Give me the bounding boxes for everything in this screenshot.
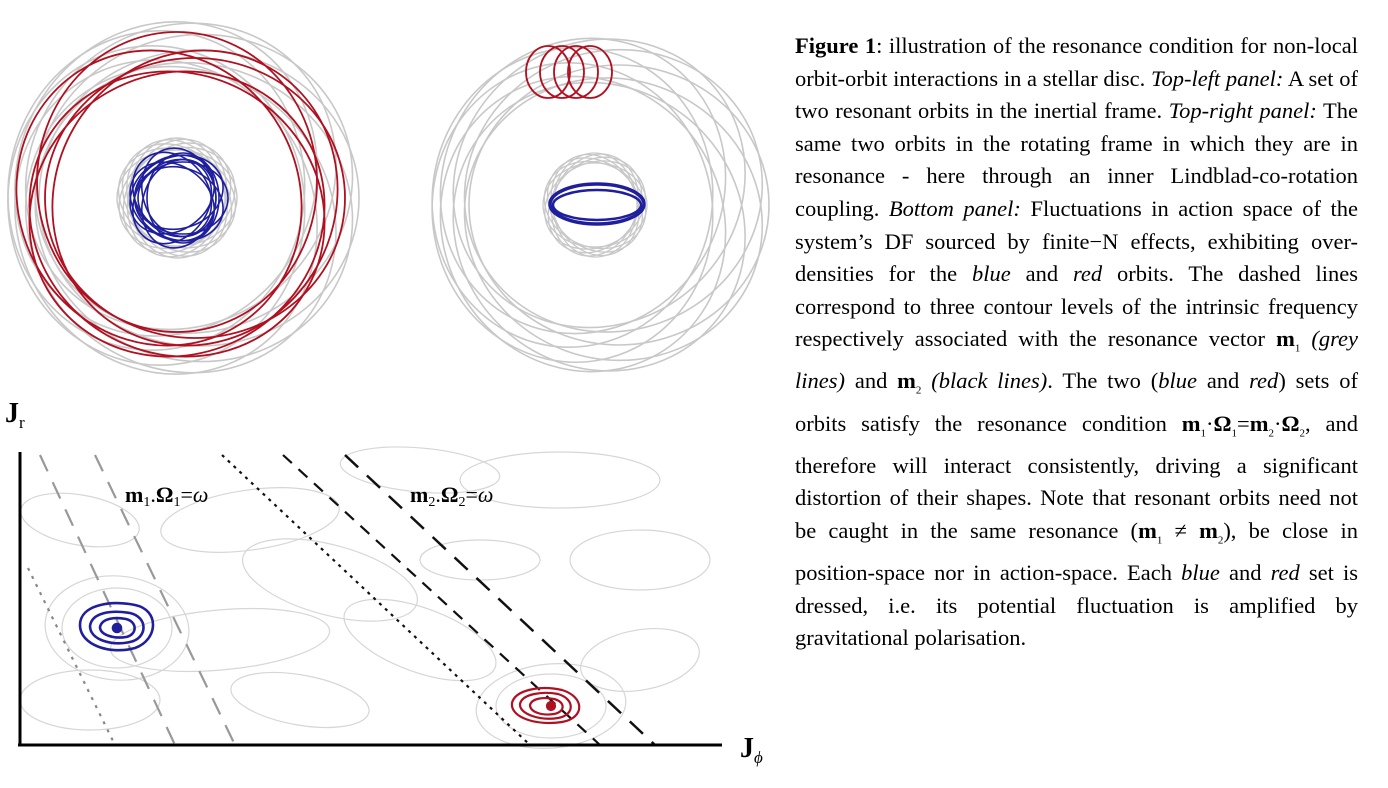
caption-italic: Top-right panel: [1168,98,1317,124]
caption-italic: Bottom panel: [888,195,1021,221]
contour-5 [108,601,332,680]
caption-math-sub: 2 [1299,427,1306,440]
x-axis-label: $J_\phi$ [740,733,763,767]
grey-orbit [0,22,330,389]
caption-italic: red [1270,559,1300,585]
caption-italic: blue [1181,559,1220,585]
grey-inner-orbit [551,152,639,259]
red-loop [540,46,584,98]
density-contours [17,441,710,754]
caption-text: and [845,368,898,394]
red-orbit [0,18,377,410]
caption-text: and [1219,559,1271,585]
caption-math: · [1273,410,1282,436]
grey-resonance-line-1 [28,568,115,745]
contour-7 [570,530,710,590]
caption-text: , and therefore will interact consistently, driving a significant distortion of their shapes. Note that resonant orbits need not be caught in the same resonance ( [795,410,1358,543]
contour-9 [227,663,374,737]
caption-math: · [1206,410,1214,436]
caption-text: : illustration of the resonance condition for non-local orbit-orbit interactions in a stellar disc. [795,33,1358,91]
caption-math: ≠ [1162,517,1200,543]
caption-math-sub: 1 [1231,427,1238,440]
caption-math: m [1181,410,1201,436]
figure-caption [795,30,1358,655]
red-orbit [0,18,377,410]
caption-text: and [1010,261,1073,287]
grey-inner-orbit [543,163,647,247]
caption-text: Fluctuations in action space of the system’s DF sourced by finite−N effects, exhibiting over-densities for the [795,195,1359,287]
caption-italic: Top-left panel: [1151,65,1284,91]
grey-orbit [394,23,780,430]
caption-text: ), be close in position-space nor in action-space. Each [795,517,1358,585]
grey-inner-orbit [101,121,253,274]
caption-text: A set of two resonant orbits in the inertial frame. [795,65,1358,124]
caption-math: m [1276,326,1295,352]
y-axis-label: $J_r$ [5,398,25,432]
caption-math-sub: 2 [1268,427,1274,440]
caption-math-sub: 1 [1200,427,1206,440]
blue-loop-inner [553,190,641,220]
caption-italic: blue [972,261,1011,287]
caption-italic: red [1072,261,1103,287]
caption-math: Ω [1213,410,1232,436]
caption-math: m [897,368,916,394]
contour-11 [420,540,540,580]
caption-math: m [1249,410,1269,436]
grey-orbit [394,0,780,387]
caption-math-sub: 1 [1156,534,1163,547]
caption-italic: (grey lines) [795,326,1359,394]
bottom-panel [5,398,763,767]
caption-italic: red [1249,368,1279,394]
caption-italic: (black lines) [921,368,1048,394]
caption-math-sub: 2 [915,384,922,397]
top-right-panel [387,0,780,430]
caption-math: = [1237,410,1250,436]
caption-text: . The two ( [1047,368,1159,394]
caption-text: orbits. The dashed lines correspond to three contour levels of the intrinsic frequency respectively associated with the resonance vector [795,261,1358,352]
m1-omega1-label: m1.Ω1=ω [125,482,209,510]
caption-text: and [1196,368,1250,394]
red-orbit [45,58,345,338]
caption-math: Ω [1281,410,1300,436]
caption-text: The same two orbits in the rotating frame in which they are in resonance - here through an inner Lindblad-co-rotation coupling. [795,98,1358,221]
grey-orbit [469,65,769,345]
blue-orbit [138,162,228,234]
top-left-panel [0,0,399,436]
caption-text: ) sets of orbits satisfy the resonance condition [795,368,1358,436]
m2-omega2-label: m2.Ω2=ω [410,482,494,510]
figure-label: Figure 1 [795,33,877,58]
grey-orbit [0,7,330,374]
caption-italic: blue [1158,368,1197,394]
contour-6 [334,583,506,698]
caption-text: set is dressed, i.e. its potential fluctuation is amplified by gravitational polarisation. [795,559,1358,651]
caption-math-sub: 1 [1294,342,1301,355]
caption-math-sub: 2 [1217,534,1224,547]
caption-math: m [1199,517,1218,543]
red-loop [554,46,598,98]
caption-math: m [1138,517,1157,543]
blue-overdensity [80,603,153,650]
